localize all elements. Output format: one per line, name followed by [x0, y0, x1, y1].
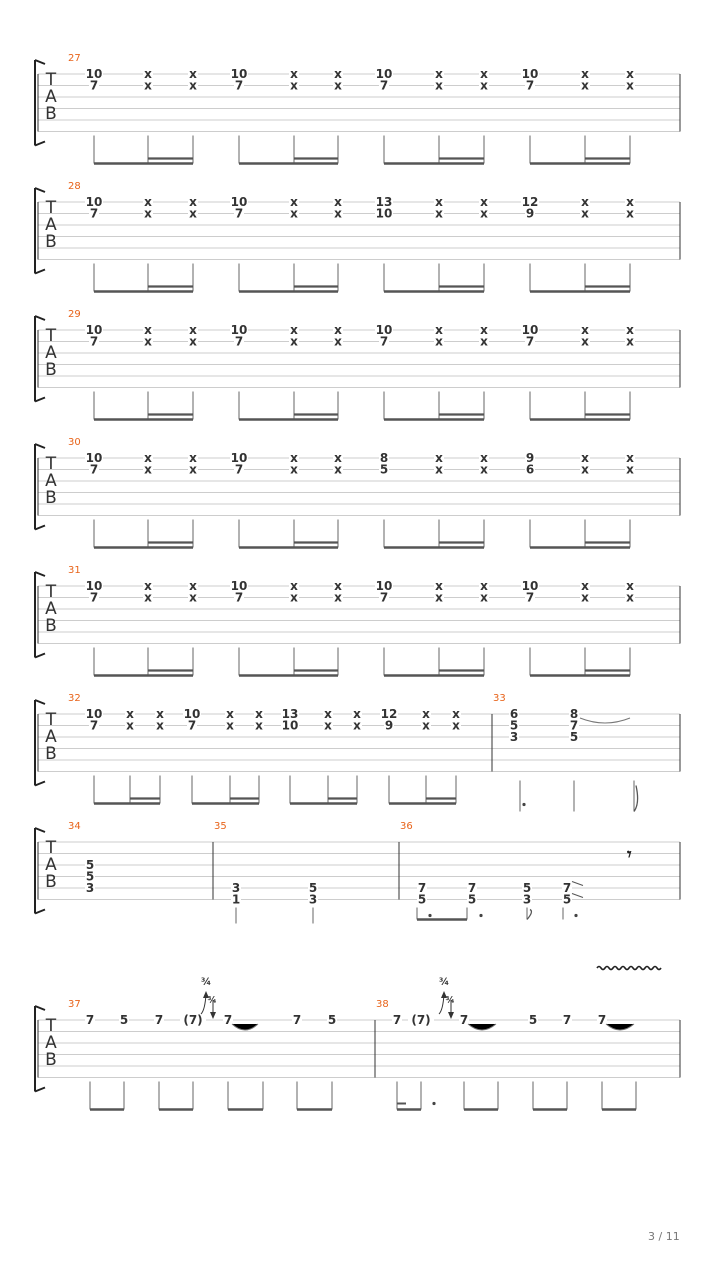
tab-clef-letter: A — [45, 855, 57, 875]
muted-note: x — [255, 718, 263, 733]
system-brace — [35, 1006, 45, 1092]
tab-clef-letter: B — [45, 872, 57, 892]
fret-number: 7 — [525, 334, 535, 349]
muted-note: x — [290, 590, 298, 605]
release-arrowhead — [448, 1012, 454, 1019]
fret-number: 10 — [230, 451, 248, 465]
muted-note: x — [334, 451, 342, 465]
muted-note: x — [334, 206, 342, 221]
muted-note: x — [626, 67, 634, 81]
release-arrowhead — [210, 1012, 216, 1019]
bend-amount: ¾ — [438, 977, 450, 988]
dot — [428, 914, 431, 917]
measure-number: 35 — [214, 821, 227, 832]
muted-note: x — [290, 451, 298, 465]
muted-note: x — [144, 579, 152, 593]
tie — [232, 1024, 258, 1030]
muted-note: x — [290, 579, 298, 593]
muted-note: x — [435, 195, 443, 209]
fret-number: 13 — [281, 707, 299, 721]
muted-note: x — [255, 707, 263, 721]
muted-note: x — [626, 334, 634, 349]
tab-clef-letter: A — [45, 215, 57, 235]
system-brace — [35, 828, 45, 914]
muted-note: x — [581, 195, 589, 209]
fret-number: 7 — [234, 78, 244, 93]
muted-note: x — [626, 579, 634, 593]
muted-note: x — [189, 78, 197, 93]
fret-number: 6 — [509, 707, 519, 721]
fret-number: 5 — [522, 881, 532, 895]
measure-number: 31 — [68, 565, 81, 576]
measure-number: 27 — [68, 53, 81, 64]
system-8 — [35, 967, 680, 1110]
fret-number: 5 — [509, 718, 519, 733]
fret-number: 10 — [85, 67, 103, 81]
muted-note: x — [435, 206, 443, 221]
fret-number: 7 — [597, 1013, 607, 1027]
system-7 — [35, 828, 680, 924]
fret-number: 7 — [187, 718, 197, 733]
bend-amount: ¾ — [200, 977, 212, 988]
tab-clef-letter: B — [45, 1050, 57, 1070]
muted-note: x — [290, 67, 298, 81]
eighth-rest: 𝄾 — [627, 845, 632, 865]
release-amount: ¾ — [207, 996, 217, 1006]
fret-number: (7) — [411, 1013, 431, 1027]
measure-number: 36 — [400, 821, 413, 832]
muted-note: x — [144, 334, 152, 349]
measure-number: 38 — [376, 999, 389, 1010]
muted-note: x — [480, 451, 488, 465]
muted-note: x — [581, 78, 589, 93]
fret-number: 7 — [223, 1013, 233, 1027]
tab-clef-letter: A — [45, 87, 57, 107]
muted-note: x — [480, 78, 488, 93]
measure-number: 37 — [68, 999, 81, 1010]
tab-clef-letter: A — [45, 471, 57, 491]
muted-note: x — [334, 334, 342, 349]
fret-number: 5 — [119, 1013, 129, 1027]
tab-clef-letter: A — [45, 599, 57, 619]
fret-number: 10 — [375, 579, 393, 593]
muted-note: x — [581, 334, 589, 349]
fret-number: 10 — [521, 579, 539, 593]
system-brace — [35, 700, 45, 786]
fret-number: 7 — [569, 718, 579, 733]
fret-number: 12 — [521, 195, 539, 209]
fret-number: 5 — [467, 892, 477, 907]
fret-number: 3 — [231, 881, 241, 895]
fret-number: 10 — [230, 195, 248, 209]
dot — [432, 1102, 435, 1105]
tab-clef-letter: B — [45, 360, 57, 380]
muted-note: x — [480, 206, 488, 221]
muted-note: x — [126, 707, 134, 721]
slide-mark — [572, 882, 583, 898]
tab-clef-letter: T — [45, 710, 57, 730]
muted-note: x — [290, 334, 298, 349]
fret-number: 10 — [375, 206, 393, 221]
fret-number: 5 — [85, 869, 95, 884]
muted-note: x — [144, 78, 152, 93]
fret-number: 7 — [89, 334, 99, 349]
fret-number: 10 — [375, 67, 393, 81]
fret-number: 12 — [380, 707, 398, 721]
muted-note: x — [581, 67, 589, 81]
fret-number: 7 — [525, 590, 535, 605]
muted-note: x — [324, 718, 332, 733]
fret-number: 7 — [459, 1013, 469, 1027]
muted-note: x — [480, 590, 488, 605]
fret-number: 7 — [467, 881, 477, 895]
fret-number: 9 — [525, 451, 535, 465]
tab-clef-letter: B — [45, 616, 57, 636]
muted-note: x — [581, 579, 589, 593]
tab-clef-letter: B — [45, 232, 57, 252]
muted-note: x — [189, 323, 197, 337]
muted-note: x — [334, 462, 342, 477]
fret-number: 10 — [85, 323, 103, 337]
muted-note: x — [144, 462, 152, 477]
muted-note: x — [144, 590, 152, 605]
muted-note: x — [144, 323, 152, 337]
muted-note: x — [422, 718, 430, 733]
tab-clef-letter: B — [45, 488, 57, 508]
fret-number: 7 — [234, 590, 244, 605]
measure-number: 28 — [68, 181, 81, 192]
system-brace — [35, 188, 45, 274]
tab-clef-letter: B — [45, 104, 57, 124]
fret-number: 7 — [379, 590, 389, 605]
muted-note: x — [626, 78, 634, 93]
fret-number: 1 — [231, 892, 241, 907]
tab-clef-letter: T — [45, 326, 57, 346]
tab-clef-letter: T — [45, 198, 57, 218]
muted-note: x — [435, 67, 443, 81]
muted-note: x — [581, 206, 589, 221]
vibrato-mark — [597, 967, 661, 970]
fret-number: 10 — [85, 579, 103, 593]
dot — [574, 914, 577, 917]
fret-number: 10 — [183, 707, 201, 721]
tab-clef-letter: T — [45, 454, 57, 474]
muted-note: x — [435, 462, 443, 477]
muted-note: x — [626, 451, 634, 465]
fret-number: 7 — [89, 206, 99, 221]
measure-number: 29 — [68, 309, 81, 320]
fret-number: 10 — [521, 67, 539, 81]
fret-number: 7 — [89, 590, 99, 605]
fret-number: 5 — [417, 892, 427, 907]
muted-note: x — [435, 451, 443, 465]
muted-note: x — [126, 718, 134, 733]
muted-note: x — [353, 707, 361, 721]
muted-note: x — [334, 579, 342, 593]
fret-number: (7) — [183, 1013, 203, 1027]
measure-number: 32 — [68, 693, 81, 704]
muted-note: x — [290, 206, 298, 221]
fret-number: 3 — [509, 730, 519, 744]
fret-number: 7 — [292, 1013, 302, 1027]
tie — [468, 1024, 496, 1030]
tie — [606, 1024, 634, 1030]
muted-note: x — [626, 323, 634, 337]
muted-note: x — [290, 78, 298, 93]
fret-number: 5 — [528, 1013, 538, 1027]
muted-note: x — [353, 718, 361, 733]
fret-number: 7 — [89, 718, 99, 733]
muted-note: x — [290, 195, 298, 209]
fret-number: 7 — [562, 1013, 572, 1027]
fret-number: 7 — [234, 462, 244, 477]
measure-number: 30 — [68, 437, 81, 448]
fret-number: 5 — [569, 730, 579, 744]
tab-clef-letter: A — [45, 727, 57, 747]
fret-number: 9 — [525, 206, 535, 221]
fret-number: 8 — [569, 707, 579, 721]
fret-number: 7 — [525, 78, 535, 93]
fret-number: 3 — [85, 881, 95, 895]
fret-number: 8 — [379, 451, 389, 465]
muted-note: x — [189, 462, 197, 477]
muted-note: x — [435, 334, 443, 349]
muted-note: x — [189, 334, 197, 349]
system-brace — [35, 572, 45, 658]
fret-number: 5 — [85, 858, 95, 872]
muted-note: x — [626, 462, 634, 477]
fret-number: 10 — [521, 323, 539, 337]
muted-note: x — [189, 195, 197, 209]
muted-note: x — [189, 451, 197, 465]
fret-number: 7 — [562, 881, 572, 895]
fret-number: 6 — [525, 462, 535, 477]
muted-note: x — [435, 323, 443, 337]
tie — [580, 718, 630, 723]
fret-number: 10 — [375, 323, 393, 337]
fret-number: 3 — [522, 892, 532, 907]
muted-note: x — [334, 590, 342, 605]
fret-number: 7 — [379, 78, 389, 93]
muted-note: x — [189, 579, 197, 593]
muted-note: x — [290, 323, 298, 337]
tab-clef-letter: T — [45, 1016, 57, 1036]
fret-number: 10 — [281, 718, 299, 733]
muted-note: x — [334, 78, 342, 93]
muted-note: x — [290, 462, 298, 477]
muted-note: x — [422, 707, 430, 721]
measure-number: 33 — [493, 693, 506, 704]
fret-number: 5 — [379, 462, 389, 477]
muted-note: x — [334, 323, 342, 337]
tab-clef-letter: T — [45, 70, 57, 90]
muted-note: x — [581, 323, 589, 337]
muted-note: x — [144, 451, 152, 465]
tab-clef-letter: B — [45, 744, 57, 764]
muted-note: x — [334, 67, 342, 81]
muted-note: x — [581, 451, 589, 465]
flag — [634, 786, 638, 812]
fret-number: 7 — [234, 206, 244, 221]
muted-note: x — [144, 195, 152, 209]
fret-number: 10 — [230, 579, 248, 593]
fret-number: 10 — [85, 451, 103, 465]
fret-number: 5 — [308, 881, 318, 895]
muted-note: x — [452, 718, 460, 733]
muted-note: x — [435, 78, 443, 93]
muted-note: x — [156, 718, 164, 733]
muted-note: x — [581, 590, 589, 605]
page-number: 3 / 11 — [648, 1230, 680, 1243]
muted-note: x — [226, 718, 234, 733]
tab-clef-letter: A — [45, 1033, 57, 1053]
fret-number: 3 — [308, 892, 318, 907]
measure-number: 34 — [68, 821, 81, 832]
tab-clef-letter: T — [45, 582, 57, 602]
muted-note: x — [435, 579, 443, 593]
tab-clef-letter: A — [45, 343, 57, 363]
muted-note: x — [626, 195, 634, 209]
muted-note: x — [480, 579, 488, 593]
muted-note: x — [144, 206, 152, 221]
fret-number: 10 — [230, 67, 248, 81]
fret-number: 5 — [327, 1013, 337, 1027]
muted-note: x — [189, 590, 197, 605]
release-amount: ¾ — [445, 996, 455, 1006]
system-brace — [35, 316, 45, 402]
muted-note: x — [226, 707, 234, 721]
system-brace — [35, 444, 45, 530]
fret-number: 7 — [154, 1013, 164, 1027]
fret-number: 7 — [392, 1013, 402, 1027]
muted-note: x — [626, 590, 634, 605]
fret-number: 7 — [89, 78, 99, 93]
fret-number: 10 — [85, 195, 103, 209]
muted-note: x — [324, 707, 332, 721]
dot — [522, 803, 525, 806]
muted-note: x — [581, 462, 589, 477]
muted-note: x — [480, 323, 488, 337]
tab-clef-letter: T — [45, 838, 57, 858]
muted-note: x — [144, 67, 152, 81]
system-brace — [35, 60, 45, 146]
fret-number: 5 — [562, 892, 572, 907]
fret-number: 13 — [375, 195, 393, 209]
fret-number: 10 — [85, 707, 103, 721]
fret-number: 10 — [230, 323, 248, 337]
fret-number: 9 — [384, 718, 394, 733]
flag — [527, 910, 531, 920]
dot — [479, 914, 482, 917]
muted-note: x — [480, 195, 488, 209]
muted-note: x — [480, 334, 488, 349]
muted-note: x — [480, 67, 488, 81]
muted-note: x — [626, 206, 634, 221]
fret-number: 7 — [89, 462, 99, 477]
fret-number: 7 — [417, 881, 427, 895]
muted-note: x — [189, 67, 197, 81]
fret-number: 7 — [234, 334, 244, 349]
muted-note: x — [334, 195, 342, 209]
muted-note: x — [480, 462, 488, 477]
fret-number: 7 — [379, 334, 389, 349]
muted-note: x — [156, 707, 164, 721]
muted-note: x — [189, 206, 197, 221]
muted-note: x — [435, 590, 443, 605]
muted-note: x — [452, 707, 460, 721]
fret-number: 7 — [85, 1013, 95, 1027]
